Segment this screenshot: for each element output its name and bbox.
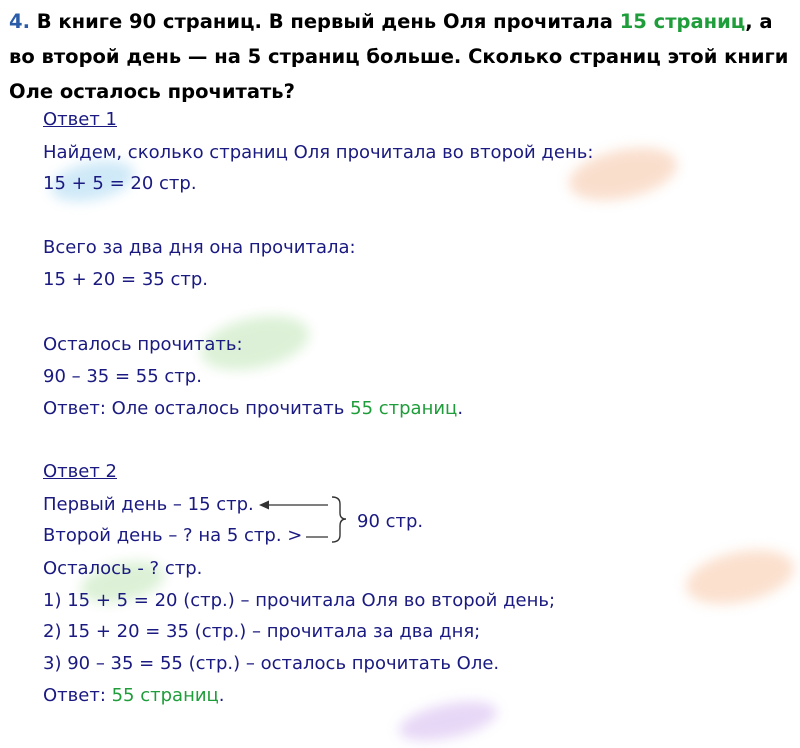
answer2-total: 90 стр. xyxy=(357,511,424,532)
problem-text: В книге 90 страниц. В первый день Оля прочитала xyxy=(36,10,620,33)
answer2-final-value: 55 страниц xyxy=(111,685,219,706)
answer2-final xyxy=(43,684,225,708)
answer2-remaining: Осталось - ? стр. xyxy=(43,558,203,579)
problem-text: , а во второй день — на 5 страниц больше. Сколько страниц этой книги Оле осталось прочитать? xyxy=(9,10,789,103)
problem-number: 4. xyxy=(9,10,30,33)
answer1-final-suffix: . xyxy=(457,398,464,419)
answer1-line: Осталось прочитать: xyxy=(43,334,243,355)
answer1-line: 90 – 35 = 55 стр. xyxy=(43,366,202,387)
answer2-step: 1) 15 + 5 = 20 (стр.) – прочитала Оля во второй день; xyxy=(43,590,556,611)
answer1-final-value: 55 страниц xyxy=(350,398,458,419)
brace-icon xyxy=(332,497,346,542)
answer1-line: 15 + 20 = 35 стр. xyxy=(43,269,209,290)
answer1-line: Всего за два дня она прочитала: xyxy=(43,237,356,258)
answer1-line: Найдем, сколько страниц Оля прочитала во второй день: xyxy=(43,142,594,163)
answer1-final-prefix: Ответ: Оле осталось прочитать xyxy=(43,398,351,419)
problem-highlight: 15 страниц xyxy=(619,10,746,33)
answer2-day1: Первый день – 15 стр. xyxy=(43,494,254,515)
answer2-step: 2) 15 + 20 = 35 (стр.) – прочитала за два дня; xyxy=(43,621,481,642)
arrow-icon xyxy=(259,501,328,510)
answer2-step: 3) 90 – 35 = 55 (стр.) – осталось прочитать Оле. xyxy=(43,653,500,674)
answer1-heading: Ответ 1 xyxy=(43,109,117,130)
answer1-line: 15 + 5 = 20 стр. xyxy=(43,173,197,194)
answer2-heading: Ответ 2 xyxy=(43,461,117,482)
answer2-final-suffix: . xyxy=(218,685,225,706)
answer2-final-prefix: Ответ: xyxy=(43,685,112,706)
answer2-day2: Второй день – ? на 5 стр. > xyxy=(43,525,303,546)
